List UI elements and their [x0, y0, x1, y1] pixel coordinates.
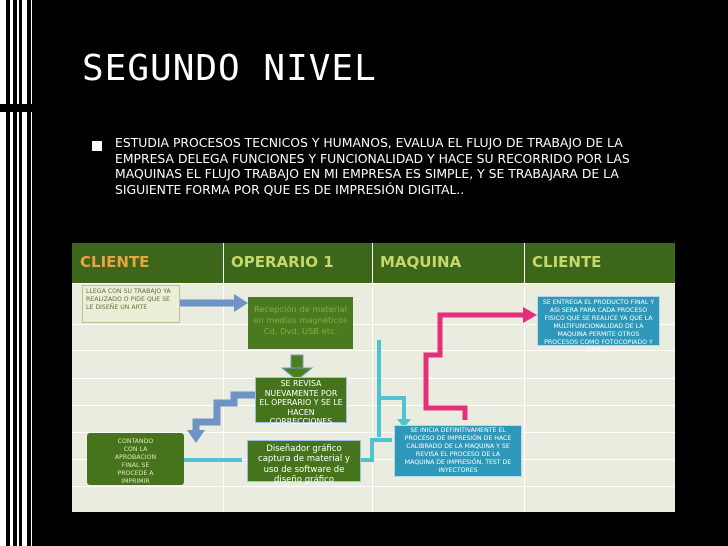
header-cliente-2: CLIENTE: [524, 243, 675, 283]
arrow-head: [234, 294, 248, 312]
arrow-inicia-to-entrega: [426, 315, 525, 420]
slide-title: SEGUNDO NIVEL: [82, 48, 377, 89]
box-llega: LLEGA CON SU TRABAJO YA REALIZADO O PIDE QUE SE LE DISEÑE UN ARTE: [82, 285, 180, 323]
box-entrega: SE ENTREGA EL PRODUCTO FINAL Y ASI SERA PARA CADA PROCESO FISICO QUE SE REALICE YA QUE LA MULTIFUNCIONALIDAD DE LA MAQUINA PERMITE OTROS PROCESOS COMO FOTOCOPIADO Y DEMAS.: [537, 296, 660, 346]
box-contando: CONTANDO CON LA APROBACION FINAL SE PROCEDE A IMPRIMIR: [87, 433, 184, 485]
box-recepcion: Recepción de material en medios magnéticos Cd, Dvd, USB etc.: [248, 297, 353, 349]
arrow-head: [523, 307, 537, 323]
bullet-text: ESTUDIA PROCESOS TECNICOS Y HUMANOS, EVALUA EL FLUJO DE TRABAJO DE LA EMPRESA DELEGA FUNCIONES Y FUNCIONALIDAD Y HACE SU RECORRIDO POR LAS MAQUINAS EL FLUJO TRABAJO EN MI EMPRESA ES SIMPLE, Y SE TRABAJARA DE LA SIGUIENTE FORMA POR QUE ES DE IMPRESIÓN DIGITAL..: [115, 135, 630, 197]
arrow-revisa-to-contando: [196, 395, 255, 432]
arrow-head: [187, 430, 205, 443]
header-operario: OPERARIO 1: [223, 243, 372, 283]
header-maquina: MAQUINA: [372, 243, 524, 283]
box-disenador: Diseñador gráfico captura de material y uso de software de diseño gráfico: [247, 440, 361, 482]
box-revisa: SE REVISA NUEVAMENTE POR EL OPERARIO Y SE LE HACEN CORRECCIONES: [255, 377, 347, 423]
header-cliente: CLIENTE: [72, 243, 223, 283]
box-inicia: SE INICIA DEFINITIVAMENTE EL PROCESO DE IMPRESIÓN DE HACE CALIBRADO DE LA MAQUINA Y SE REVISA EL PROCESO DE LA MAQUINA DE IMPRESIÓN, TEST DE INYECTORES: [394, 425, 522, 477]
arrow-down-shaft: [291, 355, 303, 369]
